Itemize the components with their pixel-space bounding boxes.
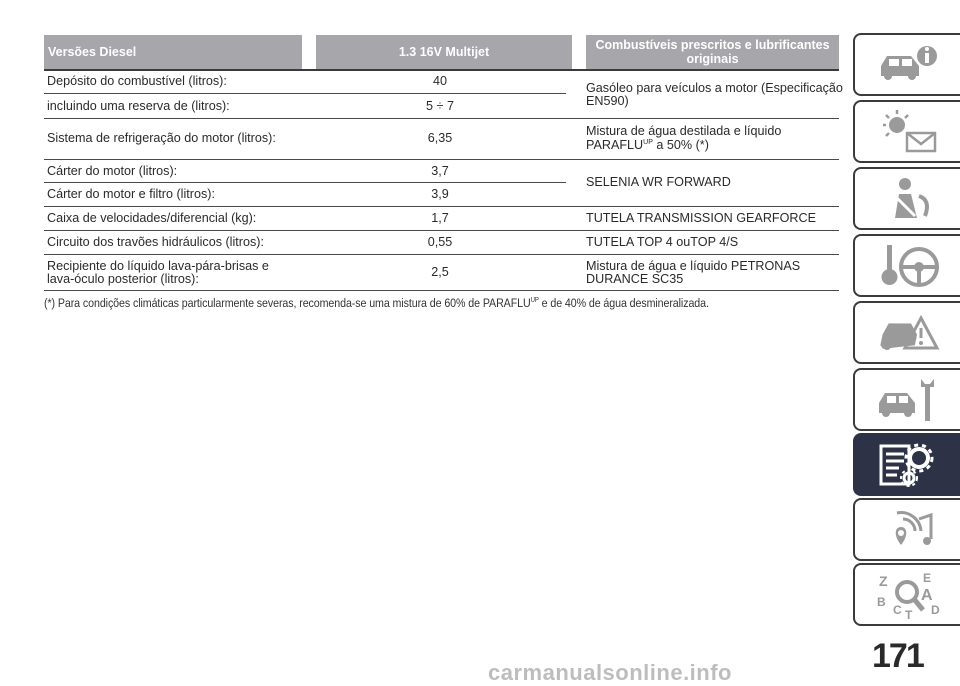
row-label: Sistema de refrigeração do motor (litros): xyxy=(47,131,276,145)
index-letter: T xyxy=(904,607,912,620)
row-divider xyxy=(44,230,839,231)
index-letter: Z xyxy=(878,572,888,589)
row-label: Cárter do motor (litros): xyxy=(47,164,178,178)
car-info-icon xyxy=(873,40,943,90)
header-fluids-line1: Combustíveis prescritos e lubrificantes xyxy=(595,38,830,52)
header-versions: Versões Diesel xyxy=(44,35,302,69)
spec-fuel-line2: EN590) xyxy=(586,94,629,108)
row-divider xyxy=(44,254,839,255)
row-label: Depósito do combustível (litros): xyxy=(47,74,227,88)
starting-driving-icon xyxy=(873,241,943,291)
spec-coolant-line2 xyxy=(586,139,709,152)
row-value: 0,55 xyxy=(427,235,453,249)
row-value: 2,5 xyxy=(431,265,449,279)
table-bottom-rule xyxy=(44,290,839,291)
header-fluids xyxy=(586,35,839,69)
row-value: 5 ÷ 7 xyxy=(426,99,454,113)
tab-car-info[interactable] xyxy=(853,33,960,96)
tab-maintenance[interactable] xyxy=(853,368,960,431)
tab-emergency[interactable] xyxy=(853,301,960,364)
header-rule xyxy=(44,69,839,71)
spec-brakes: TUTELA TOP 4 ouTOP 4/S xyxy=(586,235,739,249)
page-number: 171 xyxy=(872,637,923,675)
spec-washer-line1: Mistura de água e líquido PETRONAS xyxy=(586,259,801,273)
spec-coolant-line1: Mistura de água destilada e líquido xyxy=(586,124,782,138)
spec-coolant-paraflu: PARAFLU xyxy=(586,138,644,152)
tab-multimedia[interactable] xyxy=(853,498,960,561)
row-value: 6,35 xyxy=(427,131,453,145)
footnote-text-end: e de 40% de água desmineralizada. xyxy=(538,296,709,310)
row-divider xyxy=(44,118,839,119)
index-icon xyxy=(873,570,943,620)
row-value: 1,7 xyxy=(431,211,449,225)
row-value: 3,7 xyxy=(431,164,449,178)
watermark: carmanualsonline.info xyxy=(488,660,732,685)
spec-coolant-ratio: a 50% (*) xyxy=(652,138,709,152)
maintenance-icon xyxy=(873,375,943,425)
index-letter: B xyxy=(876,594,886,609)
multimedia-icon xyxy=(873,505,943,555)
tab-safety[interactable] xyxy=(853,167,960,230)
spec-oil: SELENIA WR FORWARD xyxy=(586,175,731,189)
row-label: Caixa de velocidades/diferencial (kg): xyxy=(47,211,257,225)
warning-lights-icon xyxy=(873,107,943,157)
row-label: incluindo uma reserva de (litros): xyxy=(47,99,230,113)
header-fluids-line2: originais xyxy=(686,52,739,66)
tab-technical-data[interactable] xyxy=(853,433,960,496)
emergency-icon xyxy=(873,308,943,358)
header-engine: 1.3 16V Multijet xyxy=(316,35,572,69)
safety-icon xyxy=(873,174,943,224)
spec-washer-line2: DURANCE SC35 xyxy=(586,272,684,286)
tab-index[interactable] xyxy=(853,563,960,626)
row-divider xyxy=(44,159,839,160)
spec-fuel-line1: Gasóleo para veículos a motor (Especificação xyxy=(586,81,843,95)
row-label-line1: Recipiente do líquido lava-pára-brisas e xyxy=(47,259,269,273)
technical-data-icon xyxy=(873,440,943,490)
row-divider xyxy=(44,182,566,183)
row-label: Circuito dos travões hidráulicos (litros): xyxy=(47,235,264,249)
row-divider xyxy=(44,206,839,207)
tab-starting-driving[interactable] xyxy=(853,234,960,297)
footnote xyxy=(44,296,709,310)
index-letter: A xyxy=(920,586,933,604)
footnote-text: (*) Para condições climáticas particularmente severas, recomenda-se uma mistura de 60% de PARAFLU xyxy=(44,296,531,310)
index-letter: D xyxy=(930,602,940,617)
spec-gearbox: TUTELA TRANSMISSION GEARFORCE xyxy=(586,211,816,225)
index-letter: E xyxy=(922,570,931,585)
index-letter: C xyxy=(892,602,902,617)
row-divider xyxy=(44,93,566,94)
tab-warning-lights[interactable] xyxy=(853,100,960,163)
footnote-sup: UP xyxy=(530,297,539,304)
row-value: 3,9 xyxy=(431,187,449,201)
row-value: 40 xyxy=(432,74,447,88)
row-label-line2: lava-óculo posterior (litros): xyxy=(47,272,199,286)
row-label: Cárter do motor e filtro (litros): xyxy=(47,187,215,201)
spec-coolant-sup: UP xyxy=(643,139,653,146)
